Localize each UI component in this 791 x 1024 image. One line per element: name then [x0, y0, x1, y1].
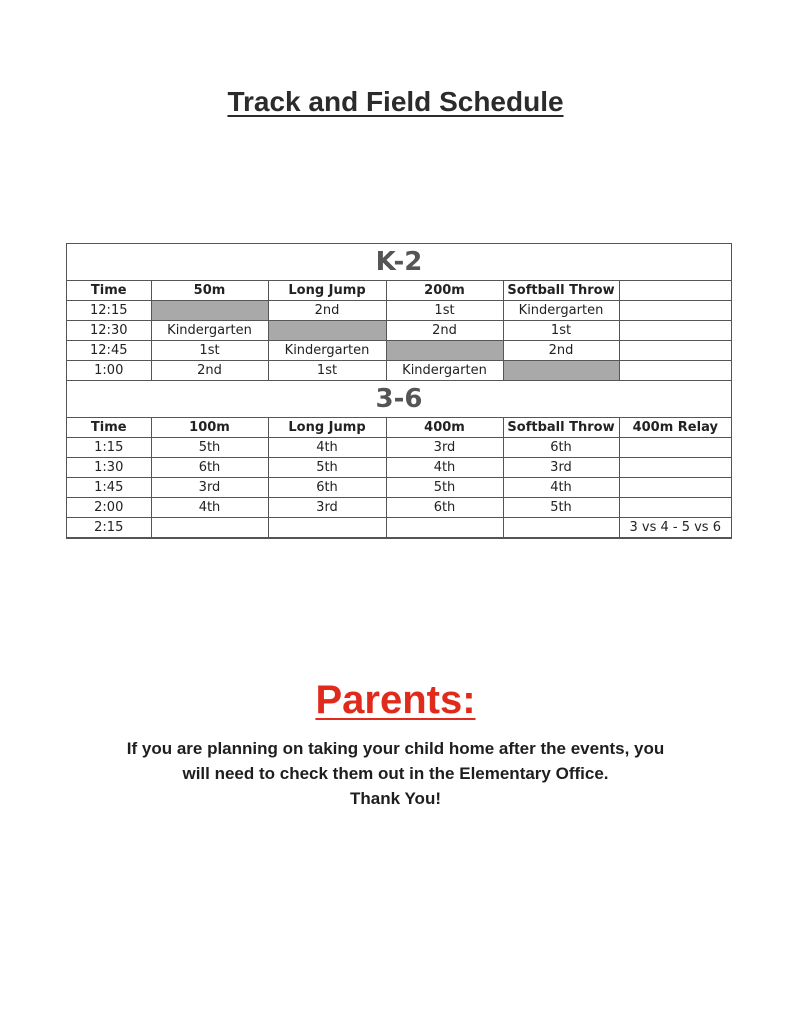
note-line: If you are planning on taking your child home after the events, you [126, 739, 665, 758]
table-cell [151, 301, 268, 321]
parents-heading: Parents: [315, 678, 476, 722]
table-cell [619, 438, 731, 458]
table-cell [619, 458, 731, 478]
table-cell [619, 321, 731, 341]
table-row [67, 478, 731, 498]
table-cell: 4th [386, 458, 503, 478]
table-cell [503, 361, 619, 381]
table-cell: 5th [503, 498, 619, 518]
section-heading-3-6: 3-6 [67, 381, 731, 418]
column-header: Softball Throw [503, 418, 619, 438]
time-cell: 1:30 [67, 458, 151, 478]
table-cell: 2nd [503, 341, 619, 361]
table-cell [268, 321, 386, 341]
table-cell: Kindergarten [151, 321, 268, 341]
table-row [67, 361, 731, 381]
table-cell: 3 vs 4 - 5 vs 6 [619, 518, 731, 538]
page-title: Track and Field Schedule [227, 86, 564, 117]
g36-grid [67, 418, 731, 538]
table-cell [619, 301, 731, 321]
time-cell: 1:00 [67, 361, 151, 381]
table-row [67, 458, 731, 478]
table-cell: 5th [268, 458, 386, 478]
time-cell: 1:15 [67, 438, 151, 458]
table-row [67, 301, 731, 321]
table-cell: 2nd [151, 361, 268, 381]
time-cell: 2:15 [67, 518, 151, 538]
g36-header-row [67, 418, 731, 438]
column-header: Long Jump [268, 418, 386, 438]
table-cell [619, 341, 731, 361]
table-cell: 1st [386, 301, 503, 321]
column-header: 200m [386, 281, 503, 301]
section-heading-k2: K-2 [67, 244, 731, 281]
table-cell [619, 478, 731, 498]
table-cell: Kindergarten [386, 361, 503, 381]
table-cell: 1st [151, 341, 268, 361]
table-cell: 1st [503, 321, 619, 341]
table-row [67, 518, 731, 538]
table-cell: Kindergarten [268, 341, 386, 361]
table-cell: Kindergarten [503, 301, 619, 321]
table-cell: 3rd [151, 478, 268, 498]
table-row [67, 438, 731, 458]
column-header: Long Jump [268, 281, 386, 301]
table-cell: 2nd [268, 301, 386, 321]
k2-header-row [67, 281, 731, 301]
table-cell: 4th [151, 498, 268, 518]
time-cell: 2:00 [67, 498, 151, 518]
table-row [67, 341, 731, 361]
table-cell: 3rd [386, 438, 503, 458]
table-cell [619, 361, 731, 381]
table-cell [268, 518, 386, 538]
note-line: Thank You! [350, 789, 441, 808]
table-cell: 4th [503, 478, 619, 498]
k2-body [67, 301, 731, 381]
g36-body [67, 438, 731, 538]
table-cell [386, 518, 503, 538]
table-cell: 4th [268, 438, 386, 458]
column-header: 100m [151, 418, 268, 438]
table-cell: 6th [503, 438, 619, 458]
parent-note [60, 736, 731, 811]
time-cell: 12:30 [67, 321, 151, 341]
table-cell: 2nd [386, 321, 503, 341]
table-cell: 1st [268, 361, 386, 381]
column-header [619, 281, 731, 301]
time-cell: 12:45 [67, 341, 151, 361]
k2-grid [67, 281, 731, 381]
table-cell [503, 518, 619, 538]
table-cell: 6th [268, 478, 386, 498]
column-header: 400m Relay [619, 418, 731, 438]
table-cell: 6th [151, 458, 268, 478]
table-cell: 5th [386, 478, 503, 498]
column-header: Time [67, 418, 151, 438]
table-cell [619, 498, 731, 518]
table-row [67, 498, 731, 518]
table-row [67, 321, 731, 341]
time-cell: 1:45 [67, 478, 151, 498]
time-cell: 12:15 [67, 301, 151, 321]
table-cell: 5th [151, 438, 268, 458]
column-header: 50m [151, 281, 268, 301]
column-header: Time [67, 281, 151, 301]
table-cell [386, 341, 503, 361]
table-cell: 6th [386, 498, 503, 518]
table-cell: 3rd [503, 458, 619, 478]
column-header: 400m [386, 418, 503, 438]
table-cell [151, 518, 268, 538]
schedule-table [66, 243, 732, 539]
table-cell: 3rd [268, 498, 386, 518]
column-header: Softball Throw [503, 281, 619, 301]
note-line: will need to check them out in the Elementary Office. [182, 764, 609, 783]
